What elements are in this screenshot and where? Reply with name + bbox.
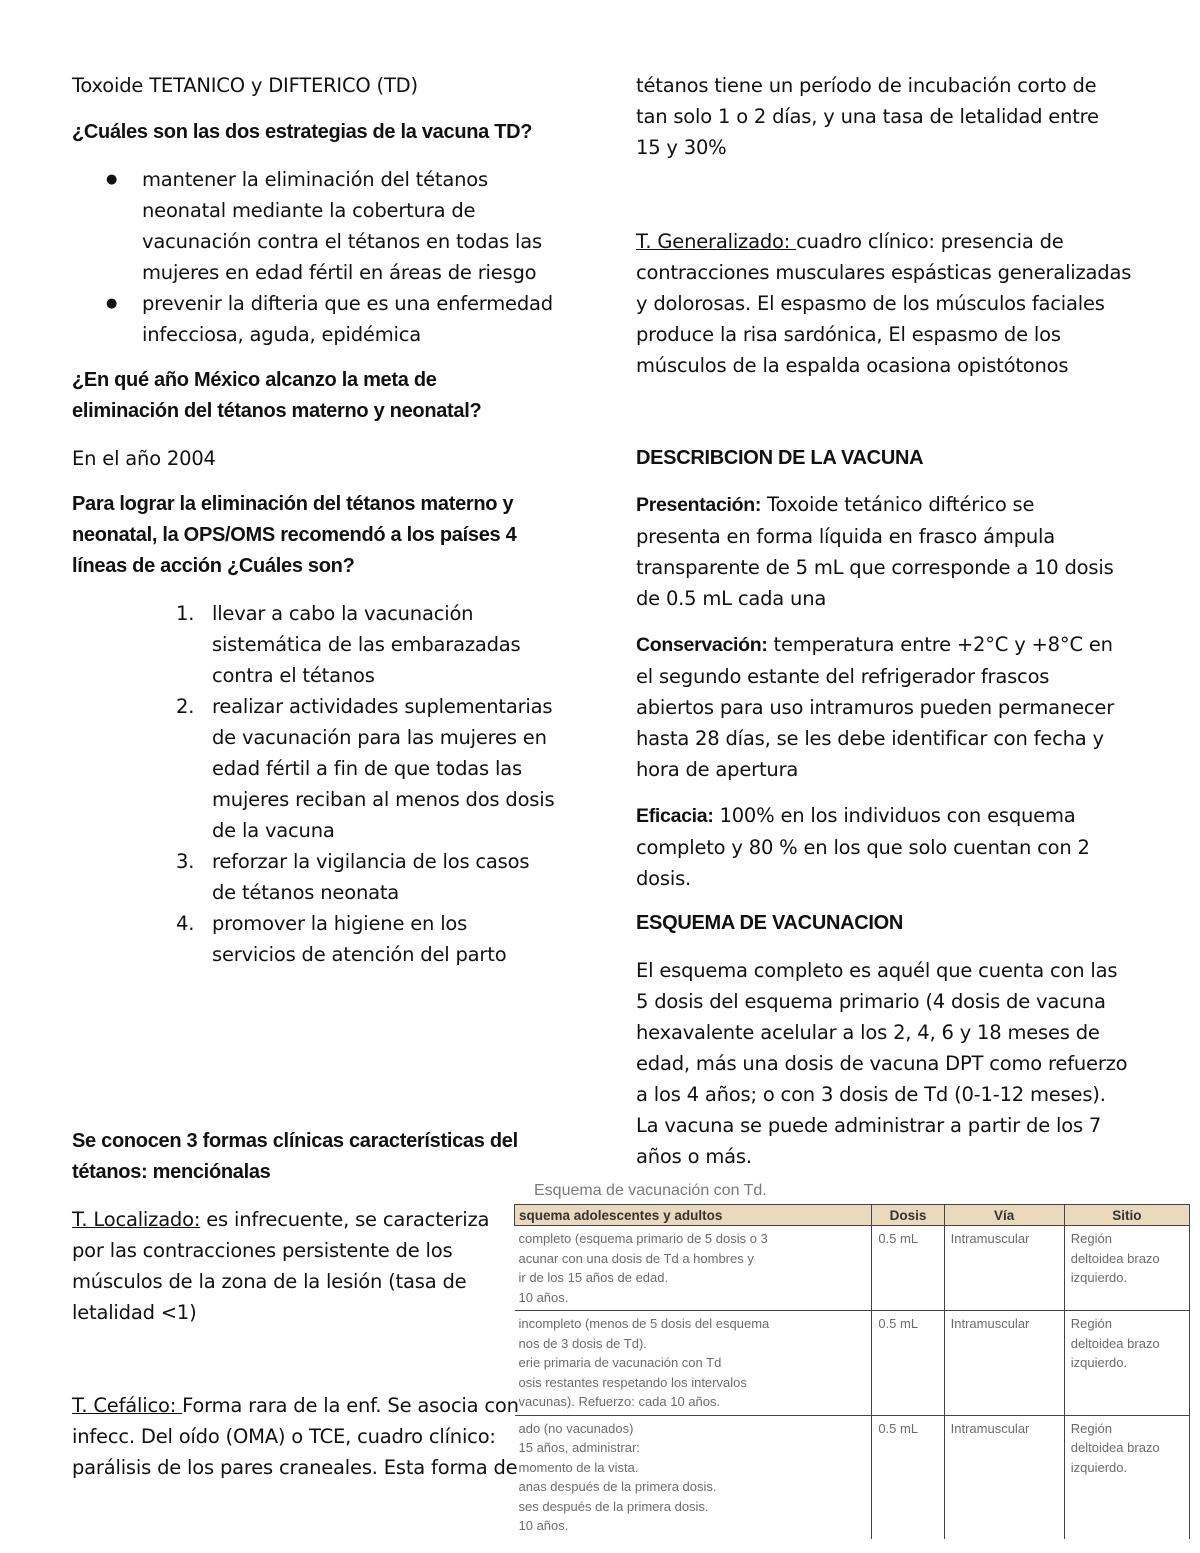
list-item: ● mantener la eliminación del tétanos neonatal mediante la cobertura de vacunación contra el tétanos en todas las mujeres en edad fértil en áreas de riesgo — [72, 164, 562, 288]
list-item: 2. realizar actividades suplementarias de vacunación para las mujeres en edad fértil a fin de que todas las mujeres reciban al menos dos dosis de la vacuna — [176, 695, 555, 842]
list-item: 3. reforzar la vigilancia de los casos de tétanos neonata — [176, 850, 530, 904]
action-lines-list — [176, 598, 556, 970]
paragraph-generalizado: T. Generalizado: cuadro clínico: presencia de contracciones musculares espásticas generalizadas y dolorosas. El espasmo de los músculos faciales produce la risa sardónica, El espasmo de los músculos de la espalda ocasiona opistótonos — [636, 230, 1132, 377]
paragraph-esquema: El esquema completo es aquél que cuenta con las 5 dosis del esquema primario (4 dosis de vacuna hexavalente acelular a los 2, 4, 6 y 18 meses de edad, más una dosis de vacuna DPT como refuerzo a los 4 años; o con 3 dosis de Td (0-1-12 meses). La vacuna se puede administrar a partir de los 7 años o más. — [636, 959, 1128, 1168]
paragraph-cefalico: T. Cefálico: Forma rara de la enf. Se asocia con infecc. Del oído (OMA) o TCE, cuadro clínico: parálisis de los pares craneales. Esta forma de — [72, 1394, 519, 1479]
table-header-site: Sitio — [1064, 1205, 1189, 1226]
heading-vaccination-schedule: ESQUEMA DE VACUNACION — [636, 912, 904, 934]
paragraph-cefalico-continued: tétanos tiene un período de incubación corto de tan solo 1 o 2 días, y una tasa de letalidad entre 15 y 30% — [636, 74, 1099, 159]
table-cell-site: Región deltoidea brazo izquierdo. — [1064, 1415, 1189, 1539]
table-row — [515, 1311, 1190, 1416]
paragraph-localizado: T. Localizado: es infrecuente, se caracteriza por las contracciones persistente de los músculos de la zona de la lesión (tasa de letalidad <1) — [72, 1208, 490, 1324]
answer-year: En el año 2004 — [72, 447, 216, 470]
table-cell-site: Región deltoidea brazo izquierdo. — [1064, 1226, 1189, 1311]
vaccination-table-image — [514, 1180, 1200, 1553]
question-strategies: ¿Cuáles son las dos estrategias de la vacuna TD? — [72, 121, 533, 143]
table-header-route: Vía — [944, 1205, 1064, 1226]
heading-vaccine-description: DESCRIBCION DE LA VACUNA — [636, 447, 924, 469]
table-cell-dose: 0.5 mL — [872, 1311, 944, 1416]
paragraph-conservacion: Conservación: temperatura entre +2°C y +8°C en el segundo estante del refrigerador frascos abiertos para uso intramuros pueden permanecer hasta 28 días, se les debe identificar con fecha y hora de apertura — [636, 633, 1115, 781]
table-cell-schedule: ado (no vacunados) 15 años, administrar: momento de la vista. anas después de la primera dosis. ses después de la primera dosis. 10 años. — [518, 1420, 717, 1533]
table-row — [515, 1226, 1190, 1311]
table-cell-schedule: incompleto (menos de 5 dosis del esquema nos de 3 dosis de Td). erie primaria de vacunación con Td osis restantes respetando los intervalos vacunas). Refuerzo: cada 10 años. — [515, 1311, 872, 1416]
table-cell-route: Intramuscular — [944, 1415, 1064, 1539]
table-cell-route: Intramuscular — [944, 1226, 1064, 1311]
paragraph-eficacia: Eficacia: 100% en los individuos con esquema completo y 80 % en los que solo cuentan con 2 dosis. — [636, 804, 1090, 890]
table-row — [515, 1415, 1190, 1539]
table-title: Esquema de vacunación con Td. — [534, 1182, 767, 1199]
table-cell-site: Región deltoidea brazo izquierdo. — [1064, 1311, 1189, 1416]
question-action-lines: Para lograr la eliminación del tétanos materno y neonatal, la OPS/OMS recomendó a los países 4 líneas de acción ¿Cuáles son? — [72, 493, 517, 577]
table-cell-route: Intramuscular — [944, 1311, 1064, 1416]
list-item: ● prevenir la difteria que es una enfermedad infecciosa, aguda, epidémica — [72, 288, 562, 350]
vaccination-table — [514, 1204, 1190, 1539]
table-cell-schedule: completo (esquema primario de 5 dosis o 3 acunar con una dosis de Td a hombres y ir de los 15 años de edad. 10 años. — [515, 1226, 872, 1311]
table-header-dose: Dosis — [872, 1205, 944, 1226]
list-item: 1. llevar a cabo la vacunación sistemática de las embarazadas contra el tétanos — [176, 602, 521, 687]
table-header-schedule: squema adolescentes y adultos — [515, 1205, 872, 1226]
table-cell-dose: 0.5 mL — [872, 1415, 944, 1539]
paragraph-presentacion: Presentación: Toxoide tetánico diftérico se presenta en forma líquida en frasco ámpula transparente de 5 mL que corresponde a 10 dosis de 0.5 mL cada una — [636, 493, 1114, 610]
question-clinical-forms: Se conocen 3 formas clínicas características del tétanos: menciónalas — [72, 1130, 518, 1183]
question-year: ¿En qué año México alcanzo la meta de eliminación del tétanos materno y neonatal? — [72, 369, 482, 422]
document-title: Toxoide TETANICO y DIFTERICO (TD) — [72, 74, 418, 97]
strategies-list — [72, 164, 562, 350]
table-cell-dose: 0.5 mL — [872, 1226, 944, 1311]
list-item: 4. promover la higiene en los servicios de atención del parto — [176, 912, 507, 966]
